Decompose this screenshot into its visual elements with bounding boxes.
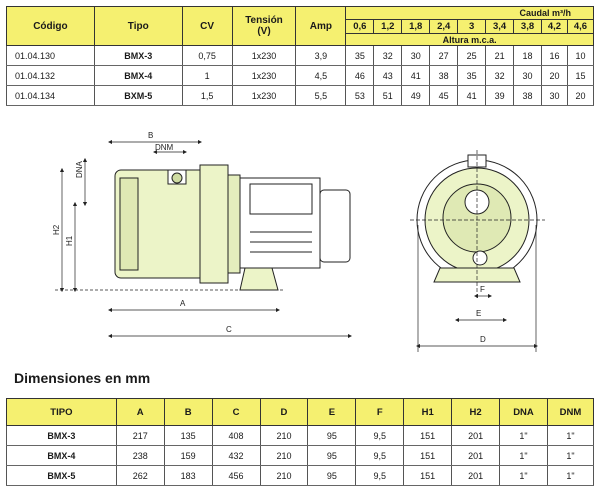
dimensions-header-cell: F <box>356 399 404 426</box>
dimensions-cell: BMX-4 <box>7 446 117 466</box>
cell-height: 35 <box>458 66 486 86</box>
cell-type: BXM-5 <box>94 86 182 106</box>
motor-fan-cover <box>320 190 350 262</box>
dimensions-cell: 9,5 <box>356 426 404 446</box>
cell-code: 01.04.132 <box>7 66 95 86</box>
dimensions-cell: 151 <box>404 466 452 486</box>
label-E: E <box>476 309 482 318</box>
flow-value-header: 4,2 <box>542 20 568 34</box>
front-drain <box>473 251 487 265</box>
table-row <box>7 466 594 486</box>
label-B: B <box>148 131 154 140</box>
header-code: Código <box>7 7 95 46</box>
label-H2: H2 <box>52 224 61 235</box>
table-row <box>7 446 594 466</box>
dimensions-cell: BMX-5 <box>7 466 117 486</box>
cell-height: 30 <box>514 66 542 86</box>
header-voltage <box>232 7 296 46</box>
dimensions-cell: 9,5 <box>356 466 404 486</box>
dimensions-header-cell: D <box>260 399 308 426</box>
dimensions-table <box>6 398 594 486</box>
cell-amp: 3,9 <box>296 46 346 66</box>
cell-height: 41 <box>402 66 430 86</box>
dimensions-cell: 151 <box>404 446 452 466</box>
pump-coupling <box>228 175 240 273</box>
label-DNM: DNM <box>155 143 174 152</box>
cell-code: 01.04.134 <box>7 86 95 106</box>
cell-voltage: 1x230 <box>232 86 296 106</box>
cell-height: 51 <box>374 86 402 106</box>
flow-value-header: 1,8 <box>402 20 430 34</box>
label-F: F <box>480 285 485 294</box>
cell-height: 25 <box>458 46 486 66</box>
cell-cv: 1 <box>182 66 232 86</box>
header-amp: Amp <box>296 7 346 46</box>
cell-height: 49 <box>402 86 430 106</box>
cell-height: 46 <box>346 66 374 86</box>
cell-height: 30 <box>542 86 568 106</box>
dimensions-cell: 135 <box>164 426 212 446</box>
dimensions-cell: 432 <box>212 446 260 466</box>
cell-amp: 4,5 <box>296 66 346 86</box>
dimensions-cell: 201 <box>452 426 500 446</box>
header-voltage-line1: Tensión <box>245 15 283 26</box>
cell-height: 45 <box>430 86 458 106</box>
label-A: A <box>180 299 186 308</box>
pump-flange <box>200 165 228 283</box>
dimensions-cell: 95 <box>308 466 356 486</box>
cell-height: 39 <box>486 86 514 106</box>
dimensions-cell: 210 <box>260 466 308 486</box>
dimensions-cell: 1" <box>547 446 593 466</box>
label-DNA: DNA <box>75 161 84 178</box>
dimensions-cell: BMX-3 <box>7 426 117 446</box>
dimensions-cell: 456 <box>212 466 260 486</box>
pump-foot <box>240 268 278 290</box>
header-voltage-line2: (V) <box>257 26 271 37</box>
flow-value-header: 0,6 <box>346 20 374 34</box>
dimensions-header-cell: E <box>308 399 356 426</box>
flow-value-header: 3,8 <box>514 20 542 34</box>
pump-technical-drawing <box>0 120 600 365</box>
dimensions-title: Dimensiones en mm <box>14 370 151 386</box>
cell-height: 43 <box>374 66 402 86</box>
flow-value-header: 3,4 <box>486 20 514 34</box>
cell-height: 38 <box>514 86 542 106</box>
cell-height: 15 <box>567 66 593 86</box>
label-C: C <box>226 325 232 334</box>
dimensions-cell: 408 <box>212 426 260 446</box>
header-cv: CV <box>182 7 232 46</box>
table-row <box>7 46 594 66</box>
dimensions-cell: 210 <box>260 446 308 466</box>
dimensions-header-cell: A <box>116 399 164 426</box>
dimensions-cell: 217 <box>116 426 164 446</box>
cell-height: 35 <box>346 46 374 66</box>
dimensions-header-cell: C <box>212 399 260 426</box>
cell-height: 20 <box>567 86 593 106</box>
dimensions-header-cell: H1 <box>404 399 452 426</box>
cell-height: 38 <box>430 66 458 86</box>
cell-height: 27 <box>430 46 458 66</box>
dimensions-header-cell: TIPO <box>7 399 117 426</box>
dimensions-cell: 1" <box>500 426 548 446</box>
flow-value-header: 4,6 <box>567 20 593 34</box>
dimensions-header-cell: DNA <box>500 399 548 426</box>
dimensions-cell: 1" <box>500 446 548 466</box>
cell-height: 20 <box>542 66 568 86</box>
dimensions-header-cell: B <box>164 399 212 426</box>
dimensions-cell: 201 <box>452 466 500 486</box>
dimensions-cell: 95 <box>308 446 356 466</box>
cell-type: BMX-4 <box>94 66 182 86</box>
dimensions-cell: 95 <box>308 426 356 446</box>
dimensions-cell: 151 <box>404 426 452 446</box>
motor-terminal-box <box>250 184 312 214</box>
dimensions-cell: 1" <box>547 466 593 486</box>
dimensions-cell: 1" <box>547 426 593 446</box>
header-height: Altura m.c.a. <box>346 34 594 46</box>
cell-height: 21 <box>486 46 514 66</box>
cell-height: 16 <box>542 46 568 66</box>
table-row <box>7 426 594 446</box>
table-row <box>7 66 594 86</box>
cell-height: 30 <box>402 46 430 66</box>
dimensions-cell: 183 <box>164 466 212 486</box>
flow-value-header: 2,4 <box>430 20 458 34</box>
cell-height: 32 <box>374 46 402 66</box>
performance-rows <box>7 46 594 106</box>
cell-height: 41 <box>458 86 486 106</box>
dimensions-cell: 210 <box>260 426 308 446</box>
header-flow: Caudal m³/h <box>346 7 594 20</box>
cell-cv: 0,75 <box>182 46 232 66</box>
flow-value-header: 3 <box>458 20 486 34</box>
dimensions-header-cell: DNM <box>547 399 593 426</box>
cell-type: BMX-3 <box>94 46 182 66</box>
cell-code: 01.04.130 <box>7 46 95 66</box>
dimensions-header-row <box>7 399 594 426</box>
dimensions-cell: 238 <box>116 446 164 466</box>
dimensions-cell: 9,5 <box>356 446 404 466</box>
cell-cv: 1,5 <box>182 86 232 106</box>
label-D: D <box>480 335 486 344</box>
dimensions-cell: 159 <box>164 446 212 466</box>
dimensions-cell: 262 <box>116 466 164 486</box>
pump-inlet-ring <box>120 178 138 270</box>
side-view <box>115 165 350 290</box>
dimensions-rows <box>7 426 594 486</box>
cell-height: 32 <box>486 66 514 86</box>
cell-amp: 5,5 <box>296 86 346 106</box>
dimensions-header-cell: H2 <box>452 399 500 426</box>
cell-voltage: 1x230 <box>232 46 296 66</box>
label-H1: H1 <box>65 235 74 246</box>
cell-voltage: 1x230 <box>232 66 296 86</box>
header-type: Tipo <box>94 7 182 46</box>
table-row <box>7 86 594 106</box>
cell-height: 10 <box>567 46 593 66</box>
cell-height: 18 <box>514 46 542 66</box>
dimensions-cell: 1" <box>500 466 548 486</box>
cell-height: 53 <box>346 86 374 106</box>
flow-value-header: 1,2 <box>374 20 402 34</box>
dimensions-cell: 201 <box>452 446 500 466</box>
performance-table <box>6 6 594 106</box>
